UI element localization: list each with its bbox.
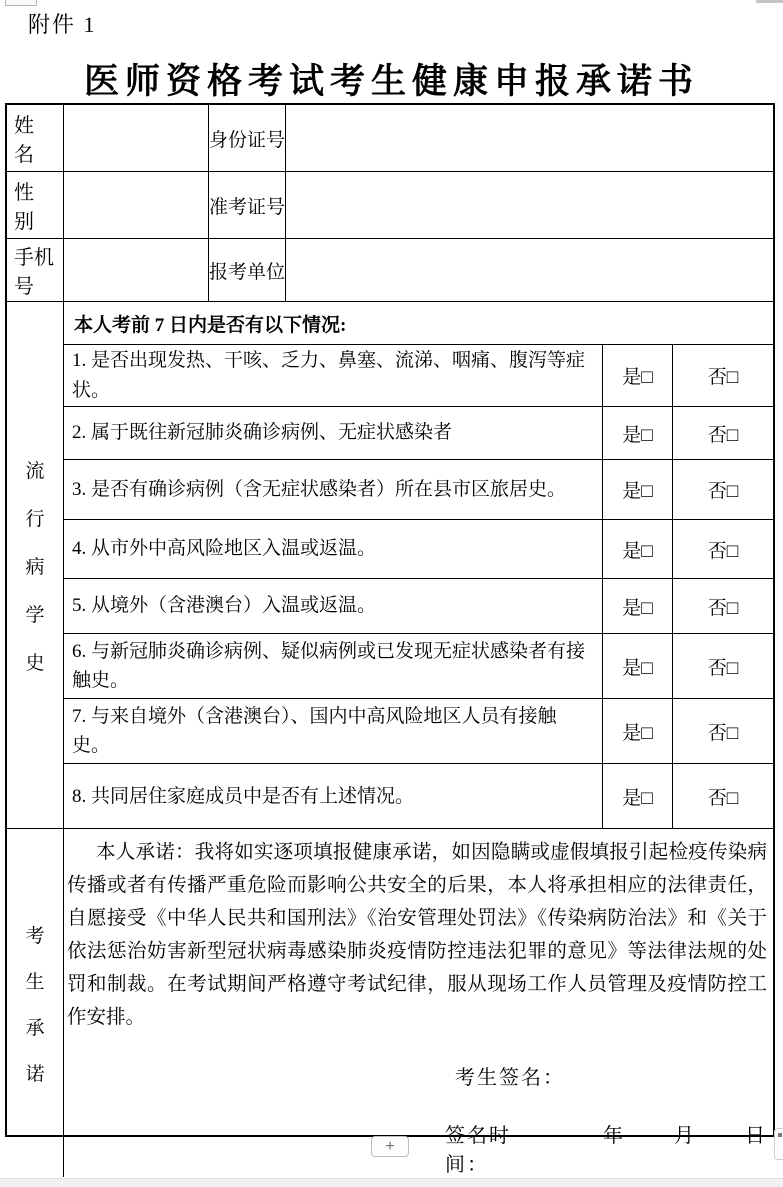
- question-text: 3. 是否有确诊病例（含无症状感染者）所在县市区旅居史。: [64, 460, 603, 519]
- date-label: 签名时间：: [445, 1125, 511, 1176]
- signature-line[interactable]: [455, 1061, 767, 1090]
- commit-label-char: 承: [25, 1017, 45, 1039]
- commitment-section-label: [7, 829, 64, 1177]
- question-row-7: [64, 699, 773, 764]
- info-row-phone: [7, 239, 773, 302]
- name-value-cell[interactable]: [64, 105, 209, 171]
- commit-label-char: 诺: [25, 1063, 45, 1085]
- cutoff-side-button[interactable]: [774, 1128, 783, 1160]
- epidemiology-header: 本人考前 7 日内是否有以下情况:: [64, 302, 773, 345]
- question-text: 5. 从境外（含港澳台）入温或返温。: [64, 579, 603, 633]
- yes-checkbox[interactable]: 是□: [603, 407, 673, 459]
- epi-label-char: 史: [25, 652, 45, 674]
- question-text: 8. 共同居住家庭成员中是否有上述情况。: [64, 764, 603, 829]
- date-line[interactable]: [67, 1119, 767, 1177]
- phone-label: 手机号: [7, 239, 64, 301]
- epi-label-char: 流: [25, 460, 45, 482]
- phone-value-cell[interactable]: [64, 239, 209, 301]
- commit-label-char: 考: [25, 925, 45, 947]
- question-text: 4. 从市外中高风险地区入温或返温。: [64, 520, 603, 578]
- id-number-value-cell[interactable]: [286, 105, 773, 171]
- admission-ticket-label: 准考证号: [209, 172, 286, 238]
- gender-label: 性 别: [7, 172, 64, 238]
- yes-checkbox[interactable]: 是□: [603, 579, 673, 633]
- cutoff-toolbar-fragment: [5, 0, 37, 6]
- date-day-label: 日: [745, 1125, 767, 1147]
- epi-label-char: 行: [25, 508, 45, 530]
- epi-label-char: 学: [25, 604, 45, 626]
- question-text: 2. 属于既往新冠肺炎确诊病例、无症状感染者: [64, 407, 603, 459]
- epi-label-char: 病: [25, 556, 45, 578]
- yes-checkbox[interactable]: 是□: [603, 460, 673, 519]
- no-checkbox[interactable]: 否□: [707, 722, 739, 744]
- side-button-glyph-icon: [778, 1133, 782, 1137]
- admission-ticket-value-cell[interactable]: [286, 172, 773, 238]
- epidemiology-section-label: [7, 302, 64, 828]
- yes-checkbox[interactable]: 是□: [603, 520, 673, 578]
- question-row-3: [64, 460, 773, 520]
- epidemiology-section: [7, 302, 773, 829]
- no-checkbox[interactable]: 否□: [707, 788, 739, 809]
- add-page-button[interactable]: +: [371, 1136, 409, 1157]
- question-text: 1. 是否出现发热、干咳、乏力、鼻塞、流涕、咽痛、腹泻等症状。: [64, 345, 603, 406]
- bottom-panel-edge: [0, 1178, 783, 1187]
- no-checkbox[interactable]: 否□: [707, 657, 739, 679]
- yes-checkbox[interactable]: 是□: [603, 699, 673, 763]
- registration-unit-value-cell[interactable]: [286, 239, 773, 301]
- question-row-4: [64, 520, 773, 579]
- question-row-2: [64, 407, 773, 460]
- date-month-label: 月: [674, 1125, 696, 1147]
- registration-unit-label: 报考单位: [209, 239, 286, 301]
- epidemiology-questions: [64, 302, 773, 828]
- gender-value-cell[interactable]: [64, 172, 209, 238]
- info-row-gender: [7, 172, 773, 239]
- name-label: 姓 名: [7, 105, 64, 171]
- no-checkbox[interactable]: 否□: [707, 540, 739, 562]
- question-row-6: [64, 634, 773, 699]
- commit-label-char: 生: [25, 971, 45, 993]
- health-declaration-form: [5, 103, 775, 1176]
- scrollbar-fragment: [756, 0, 783, 3]
- commitment-section: [7, 829, 773, 1177]
- yes-checkbox[interactable]: 是□: [603, 345, 673, 406]
- id-number-label: 身份证号: [209, 105, 286, 171]
- no-checkbox[interactable]: 否□: [707, 424, 739, 446]
- question-text: 6. 与新冠肺炎确诊病例、疑似病例或已发现无症状感染者有接触史。: [64, 634, 603, 698]
- no-checkbox[interactable]: 否□: [707, 597, 739, 619]
- info-row-name: [7, 105, 773, 172]
- date-year-label: 年: [603, 1125, 625, 1147]
- page-title: 医师资格考试考生健康申报承诺书: [83, 62, 699, 101]
- signature-label: 考生签名：: [455, 1067, 565, 1089]
- commitment-body-text: 本人承诺：我将如实逐项填报健康承诺，如因隐瞒或虚假填报引起检疫传染病传播或者有传播严重危险而影响公共安全的后果，本人将承担相应的法律责任，自愿接受《中华人民共和国刑法》《治安管理处罚法》《传染病防治法》和《关于依法惩治妨害新型冠状病毒感染肺炎疫情防控违法犯罪的意见》等法律法规的处罚和制裁。在考试期间严格遵守考试纪律，服从现场工作人员管理及疫情防控工作安排。: [67, 842, 767, 1028]
- no-checkbox[interactable]: 否□: [707, 367, 739, 388]
- yes-checkbox[interactable]: 是□: [603, 634, 673, 698]
- no-checkbox[interactable]: 否□: [707, 481, 739, 502]
- question-row-8: [64, 764, 773, 829]
- question-text: 7. 与来自境外（含港澳台）、国内中高风险地区人员有接触史。: [64, 699, 603, 763]
- question-row-5: [64, 579, 773, 634]
- attachment-label: 附件 1: [28, 12, 97, 37]
- yes-checkbox[interactable]: 是□: [603, 764, 673, 829]
- question-row-1: [64, 345, 773, 407]
- commitment-content: [64, 829, 773, 1177]
